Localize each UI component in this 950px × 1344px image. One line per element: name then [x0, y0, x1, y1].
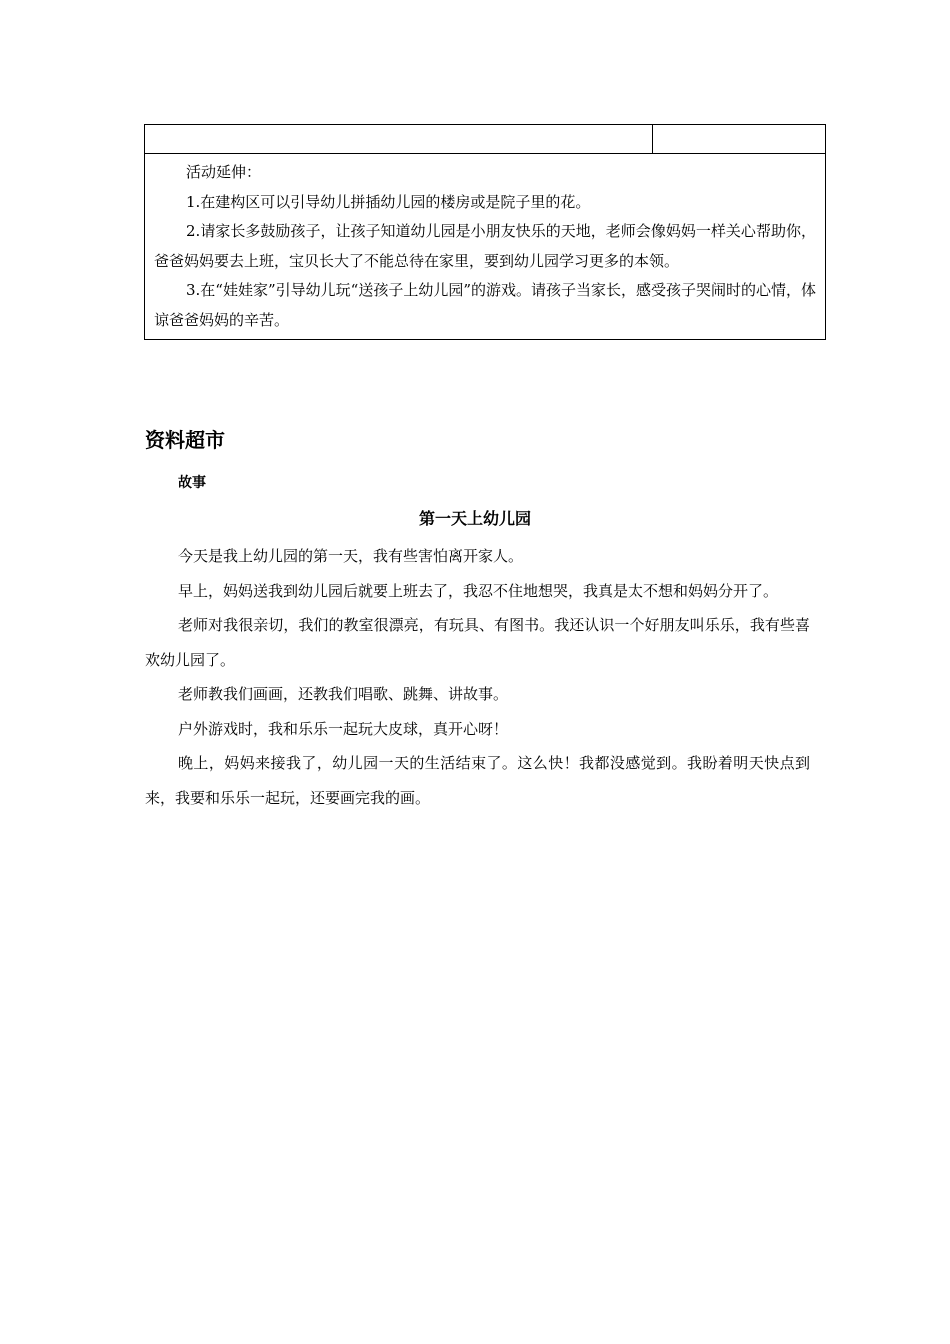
activity-extension-item: 2.请家长多鼓励孩子，让孩子知道幼儿园是小朋友快乐的天地，老师会像妈妈一样关心帮助你，爸爸妈妈要去上班，宝贝长大了不能总待在家里，要到幼儿园学习更多的本领。 — [154, 222, 816, 270]
activity-extension-heading: 活动延伸： — [186, 163, 262, 181]
story-body — [145, 539, 810, 815]
story-paragraph: 晚上，妈妈来接我了，幼儿园一天的生活结束了。这么快！我都没感觉到。我盼着明天快点到来，我要和乐乐一起玩，还要画完我的画。 — [145, 754, 810, 807]
activity-extension-cell — [145, 154, 826, 340]
story-paragraph: 今天是我上幼儿园的第一天，我有些害怕离开家人。 — [178, 547, 524, 565]
table-cell-empty-right — [653, 125, 826, 154]
table-row-empty — [145, 125, 826, 154]
activity-extension-item: 3.在“娃娃家”引导幼儿玩“送孩子上幼儿园”的游戏。请孩子当家长，感受孩子哭闹时的心情，体谅爸爸妈妈的辛苦。 — [154, 281, 816, 329]
activity-table — [144, 124, 826, 340]
story-paragraph: 老师对我很亲切，我们的教室很漂亮，有玩具、有图书。我还认识一个好朋友叫乐乐，我有些喜欢幼儿园了。 — [145, 616, 810, 669]
table-row-extension — [145, 154, 826, 340]
category-label: 故事 — [178, 475, 206, 491]
section-title: 资料超市 — [145, 428, 225, 452]
story-title: 第一天上幼儿园 — [418, 509, 531, 528]
story-paragraph: 户外游戏时，我和乐乐一起玩大皮球，真开心呀！ — [178, 719, 509, 738]
story-paragraph: 早上，妈妈送我到幼儿园后就要上班去了，我忍不住地想哭，我真是太不想和妈妈分开了。 — [178, 581, 779, 600]
story-paragraph: 老师教我们画画，还教我们唱歌、跳舞、讲故事。 — [178, 685, 509, 703]
activity-extension-item: 1.在建构区可以引导幼儿拼插幼儿园的楼房或是院子里的花。 — [186, 192, 591, 211]
table-cell-empty-left — [145, 125, 653, 154]
